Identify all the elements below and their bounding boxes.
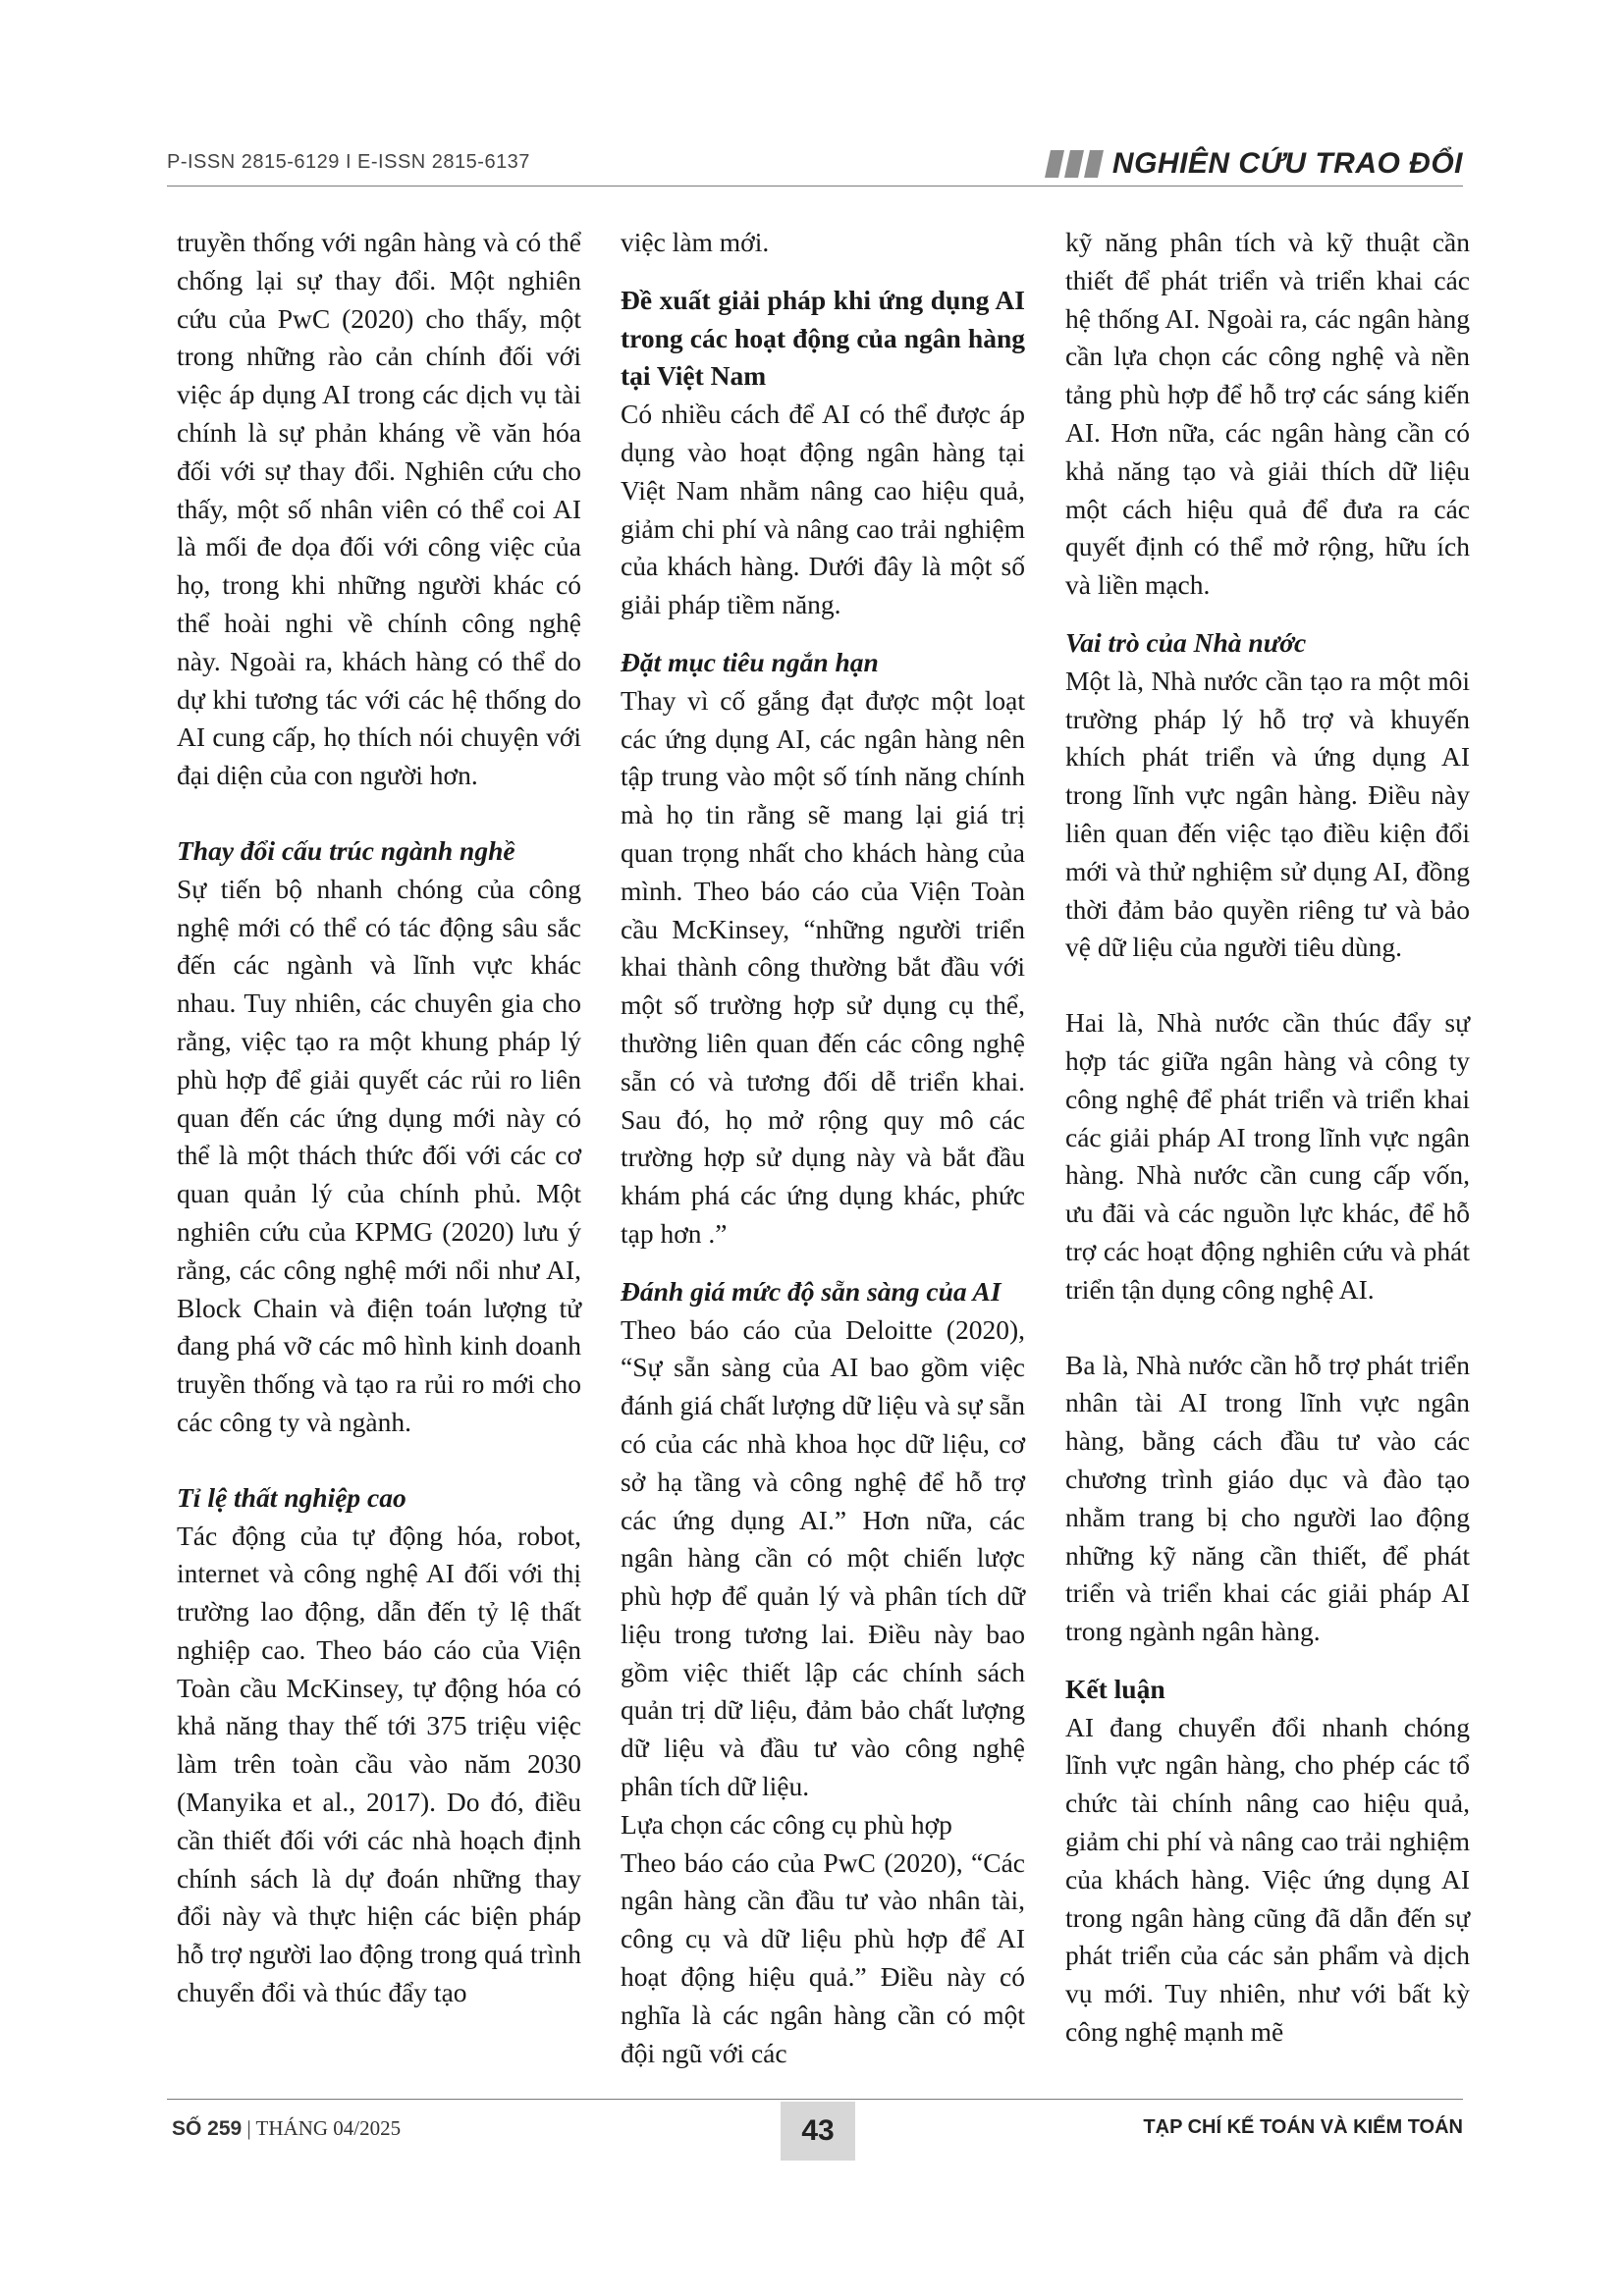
paragraph: Một là, Nhà nước cần tạo ra một môi trường pháp lý hỗ trợ và khuyến khích phát triển và ứng dụng AI trong lĩnh vực ngân hàng. Điều này liên quan đến việc tạo điều kiện đổi mới và thử nghiệm sử dụng AI, đồng thời đảm bảo quyền riêng tư và bảo vệ dữ liệu của người tiêu dùng. xyxy=(1065,665,1470,963)
paragraph: việc làm mới. xyxy=(621,227,770,257)
section-heading: Đề xuất giải pháp khi ứng dụng AI trong các hoạt động của ngân hàng tại Việt Nam xyxy=(621,284,1025,392)
subheading: Vai trò của Nhà nước xyxy=(1065,626,1307,658)
paragraph: Có nhiều cách để AI có thể được áp dụng vào hoạt động ngân hàng tại Việt Nam nhằm nâng cao hiệu quả, giảm chi phí và nâng cao trải nghiệm của khách hàng. Dưới đây là một số giải pháp tiềm năng. xyxy=(621,399,1025,620)
journal-name: TẠP CHÍ KẾ TOÁN VÀ KIỂM TOÁN xyxy=(1143,2116,1463,2138)
paragraph: Sự tiến bộ nhanh chóng của công nghệ mới có thể có tác động sâu sắc đến các ngành và lĩnh vực khác nhau. Tuy nhiên, các chuyên gia cho rằng, việc tạo ra một khung pháp lý phù hợp để giải quyết các rủi ro liên quan đến các ứng dụng mới này có thể là một thách thức đối với các cơ quan quản lý của chính phủ. Một nghiên cứu của KPMG (2020) lưu ý rằng, các công nghệ mới nổi như AI, Block Chain và điện toán lượng tử đang phá vỡ các mô hình kinh doanh truyền thống và tạo ra rủi ro mới cho các công ty và ngành. xyxy=(177,873,581,1437)
paragraph: AI đang chuyển đổi nhanh chóng lĩnh vực ngân hàng, cho phép các tổ chức tài chính nâng cao hiệu quả, giảm chi phí và nâng cao trải nghiệm của khách hàng. Việc ứng dụng AI trong ngân hàng cũng đã dẫn đến sự phát triển của các sản phẩm và dịch vụ mới. Tuy nhiên, như với bất kỳ công nghệ mạnh mẽ xyxy=(1065,1711,1470,2048)
header-divider xyxy=(167,186,1463,187)
paragraph: Thay vì cố gắng đạt được một loạt các ứng dụng AI, các ngân hàng nên tập trung vào một số tính năng chính mà họ tin rằng sẽ mang lại giá trị quan trọng nhất cho khách hàng của mình. Theo báo cáo của Viện Toàn cầu McKinsey, “những người triển khai thành công thường bắt đầu với một số trường hợp sử dụng cụ thể, thường liên quan đến các công nghệ sẵn có và tương đối dễ triển khai. Sau đó, họ mở rộng quy mô các trường hợp sử dụng này và bắt đầu khám phá các ứng dụng khác, phức tạp hơn .” xyxy=(621,684,1025,1249)
column-2 xyxy=(621,224,1025,2072)
section-title: NGHIÊN CỨU TRAO ĐỔI xyxy=(1111,147,1463,180)
issue-number: SỐ 259 xyxy=(172,2117,243,2140)
page-header xyxy=(167,147,1463,183)
issue-info xyxy=(172,2116,401,2141)
issue-date: | THÁNG 04/2025 xyxy=(242,2116,402,2140)
page-number: 43 xyxy=(781,2102,855,2161)
paragraph: kỹ năng phân tích và kỹ thuật cần thiết để phát triển và triển khai các hệ thống AI. Ngoài ra, các ngân hàng cần lựa chọn các công nghệ và nền tảng phù hợp để hỗ trợ các sáng kiến AI. Hơn nữa, các ngân hàng cần có khả năng tạo và giải thích dữ liệu một cách hiệu quả để đưa ra các quyết định có thể mở rộng, hữu ích và liền mạch. xyxy=(1065,227,1470,601)
column-3 xyxy=(1065,224,1470,2052)
paragraph: Lựa chọn các công cụ phù hợp xyxy=(621,1808,952,1840)
issn-label: P-ISSN 2815-6129 I E-ISSN 2815-6137 xyxy=(167,151,530,173)
section-heading: Kết luận xyxy=(1065,1673,1165,1704)
subheading: Thay đổi cấu trúc ngành nghề xyxy=(177,834,515,866)
paragraph: Theo báo cáo của PwC (2020), “Các ngân hàng cần đầu tư vào nhân tài, công cụ và dữ liệu phù hợp để AI hoạt động hiệu quả.” Điều này có nghĩa là các ngân hàng cần có một đội ngũ với các xyxy=(621,1846,1025,2068)
section-bars-icon xyxy=(1048,150,1101,178)
paragraph: Tác động của tự động hóa, robot, internet và công nghệ AI đối với thị trường lao động, dẫn đến tỷ lệ thất nghiệp cao. Theo báo cáo của Viện Toàn cầu McKinsey, tự động hóa có khả năng thay thế tới 375 triệu việc làm trên toàn cầu vào năm 2030 (Manyika et al., 2017). Do đó, điều cần thiết đối với các nhà hoạch định chính sách là dự đoán những thay đổi này và thực hiện các biện pháp hỗ trợ người lao động trong quá trình chuyển đổi và thúc đẩy tạo xyxy=(177,1520,581,2008)
section-banner xyxy=(1048,147,1463,181)
paragraph: truyền thống với ngân hàng và có thể chống lại sự thay đổi. Một nghiên cứu của PwC (2020) cho thấy, một trong những rào cản chính đối với việc áp dụng AI trong các dịch vụ tài chính là sự phản kháng về văn hóa đối với sự thay đổi. Nghiên cứu cho thấy, một số nhân viên có thể coi AI là mối đe dọa đối với công việc của họ, trong khi những người khác có thể hoài nghi về chính công nghệ này. Ngoài ra, khách hàng có thể do dự khi tương tác với các hệ thống do AI cung cấp, họ thích nói chuyện với đại diện của con người hơn. xyxy=(177,227,581,791)
subheading: Tỉ lệ thất nghiệp cao xyxy=(177,1481,406,1513)
paragraph: Hai là, Nhà nước cần thúc đẩy sự hợp tác giữa ngân hàng và công ty công nghệ để phát triển và triển khai các giải pháp AI trong lĩnh vực ngân hàng. Nhà nước cần cung cấp vốn, ưu đãi và các nguồn lực khác, để hỗ trợ các hoạt động nghiên cứu và phát triển tận dụng công nghệ AI. xyxy=(1065,1007,1470,1305)
subheading: Đánh giá mức độ sẵn sàng của AI xyxy=(621,1275,1001,1307)
paragraph: Theo báo cáo của Deloitte (2020), “Sự sẵn sàng của AI bao gồm việc đánh giá chất lượng dữ liệu và sự sẵn có của các nhà khoa học dữ liệu, cơ sở hạ tầng và công nghệ để hỗ trợ các ứng dụng AI.” Hơn nữa, các ngân hàng cần có một chiến lược phù hợp để quản lý và phân tích dữ liệu trong tương lai. Điều này bao gồm việc thiết lập các chính sách quản trị dữ liệu, đảm bảo chất lượng dữ liệu và đầu tư vào công nghệ phân tích dữ liệu. xyxy=(621,1313,1025,1802)
subheading: Đặt mục tiêu ngắn hạn xyxy=(621,646,879,677)
paragraph: Ba là, Nhà nước cần hỗ trợ phát triển nhân tài AI trong lĩnh vực ngân hàng, bằng cách đầu tư vào các chương trình giáo dục và đào tạo nhằm trang bị cho người lao động những kỹ năng cần thiết, để phát triển và triển khai các giải pháp AI trong ngành ngân hàng. xyxy=(1065,1349,1470,1647)
column-1 xyxy=(177,224,581,2012)
footer-divider xyxy=(167,2099,1463,2100)
